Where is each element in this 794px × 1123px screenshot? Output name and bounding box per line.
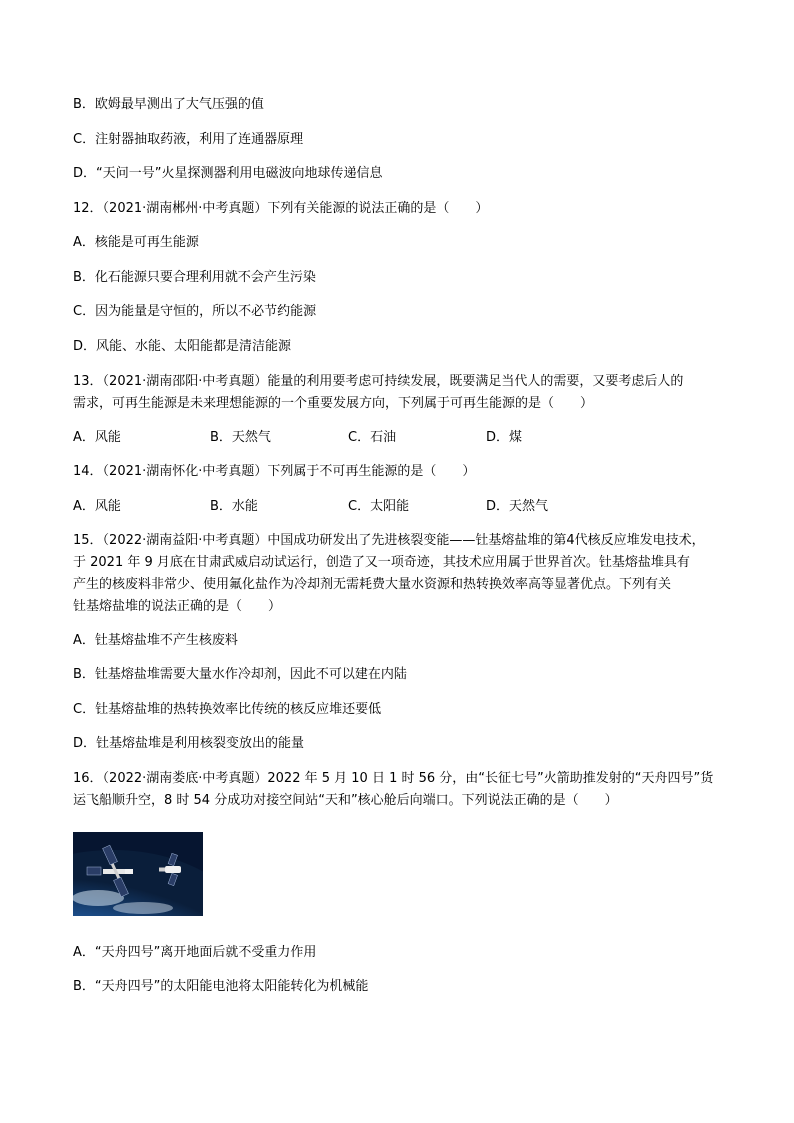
q11-option-d: D．“天问一号”火星探测器利用电磁波向地球传递信息 <box>73 166 383 181</box>
q14-stem: 14．（2021·湖南怀化·中考真题）下列属于不可再生能源的是（ ） <box>73 464 476 479</box>
q12-option-b: B．化石能源只要合理利用就不会产生污染 <box>73 270 316 285</box>
q15-stem-line3: 产生的核废料非常少、使用氟化盐作为冷却剂无需耗费大量水资源和热转换效率高等显著优点。下列有关 <box>73 577 672 592</box>
q16-option-b: B．“天舟四号”的太阳能电池将太阳能转化为机械能 <box>73 979 369 994</box>
q13-option-b: B．天然气 <box>210 430 271 445</box>
q14-option-a: A．风能 <box>73 499 121 514</box>
q11-option-c: C．注射器抽取药液，利用了连通器原理 <box>73 132 304 147</box>
q15-stem-line1: 15．（2022·湖南益阳·中考真题）中国成功研发出了先进核裂变能——钍基熔盐堆的第4代核反应堆发电技术， <box>73 533 705 548</box>
q12-option-d: D．风能、水能、太阳能都是清洁能源 <box>73 339 292 354</box>
q16-option-a: A．“天舟四号”离开地面后就不受重力作用 <box>73 945 317 960</box>
q15-option-a: A．钍基熔盐堆不产生核废料 <box>73 633 238 648</box>
q13-stem-line1: 13．（2021·湖南邵阳·中考真题）能量的利用要考虑可持续发展，既要满足当代人的需要，又要考虑后人的 <box>73 374 684 389</box>
q15-option-d: D．钍基熔盐堆是利用核裂变放出的能量 <box>73 736 305 751</box>
q13-option-a: A．风能 <box>73 430 121 445</box>
q13-option-d: D．煤 <box>486 430 523 445</box>
q14-option-b: B．水能 <box>210 499 258 514</box>
q16-stem-line2: 运飞船顺升空，8 时 54 分成功对接空间站“天和”核心舱后向端口。下列说法正确的是（ ） <box>73 793 618 808</box>
q12-option-c: C．因为能量是守恒的，所以不必节约能源 <box>73 304 317 319</box>
space-station-image <box>73 832 203 916</box>
q15-stem-line4: 钍基熔盐堆的说法正确的是（ ） <box>73 599 282 614</box>
q16-stem-line1: 16．（2022·湖南娄底·中考真题）2022 年 5 月 10 日 1 时 56 分，由“长征七号”火箭助推发射的“天舟四号”货 <box>73 771 714 786</box>
q15-option-c: C．钍基熔盐堆的热转换效率比传统的核反应堆还要低 <box>73 702 382 717</box>
q14-option-c: C．太阳能 <box>348 499 410 514</box>
q15-stem-line2: 于 2021 年 9 月底在甘肃武威启动试运行，创造了又一项奇迹，其技术应用属于世界首次。钍基熔盐堆具有 <box>73 555 690 570</box>
q14-option-d: D．天然气 <box>486 499 549 514</box>
q12-stem: 12．（2021·湖南郴州·中考真题）下列有关能源的说法正确的是（ ） <box>73 201 489 216</box>
q15-option-b: B．钍基熔盐堆需要大量水作冷却剂，因此不可以建在内陆 <box>73 667 407 682</box>
q13-option-c: C．石油 <box>348 430 397 445</box>
q12-option-a: A．核能是可再生能源 <box>73 235 199 250</box>
q11-option-b: B．欧姆最早测出了大气压强的值 <box>73 97 264 112</box>
q13-stem-line2: 需求，可再生能源是未来理想能源的一个重要发展方向，下列属于可再生能源的是（ ） <box>73 396 594 411</box>
